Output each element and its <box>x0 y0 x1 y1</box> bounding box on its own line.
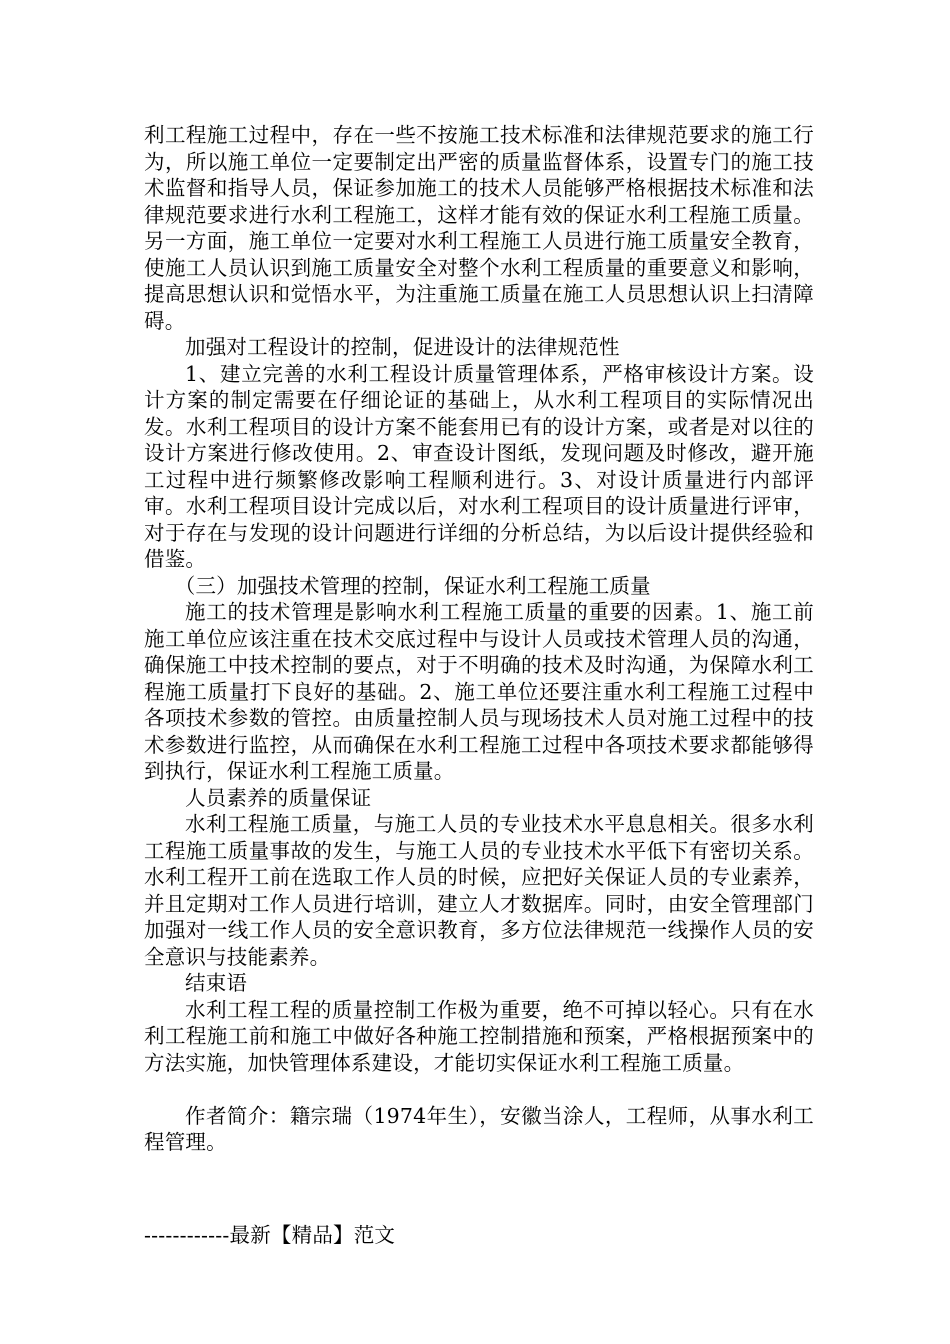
blank-line <box>144 1076 814 1103</box>
blank-space <box>144 1156 814 1222</box>
paragraph-conclusion: 水利工程工程的质量控制工作极为重要，绝不可掉以轻心。只有在水利工程施工前和施工中做好各种施工控制措施和预案，严格根据预案中的方法实施，加快管理体系建设，才能切实保证水利工程施工质量。 <box>144 997 814 1075</box>
paragraph-quality-supervision: 利工程施工过程中，存在一些不按施工技术标准和法律规范要求的施工行为，所以施工单位一定要制定出严密的质量监督体系，设置专门的施工技术监督和指导人员，保证参加施工的技术人员能够严格根据技术标准和法律规范要求进行水利工程施工，这样才能有效的保证水利工程施工质量。另一方面，施工单位一定要对水利工程施工人员进行施工质量安全教育，使施工人员认识到施工质量安全对整个水利工程质量的重要意义和影响，提高思想认识和觉悟水平，为注重施工质量在施工人员思想认识上扫清障碍。 <box>144 123 814 333</box>
paragraph-technical-management: 施工的技术管理是影响水利工程施工质量的重要的因素。1、施工前施工单位应该注重在技术交底过程中与设计人员或技术管理人员的沟通，确保施工中技术控制的要点，对于不明确的技术及时沟通，为保障水利工程施工质量打下良好的基础。2、施工单位还要注重水利工程施工过程中各项技术参数的管控。由质量控制人员与现场技术人员对施工过程中的技术参数进行监控，从而确保在水利工程施工过程中各项技术要求都能够得到执行，保证水利工程施工质量。 <box>144 600 814 783</box>
paragraph-personnel-quality: 水利工程施工质量，与施工人员的专业技术水平息息相关。很多水利工程施工质量事故的发生，与施工人员的专业技术水平低下有密切关系。水利工程开工前在选取工作人员的时候，应把好关保证人员的专业素养，并且定期对工作人员进行培训，建立人才数据库。同时，由安全管理部门加强对一线工作人员的安全意识教育，多方位法律规范一线操作人员的安全意识与技能素养。 <box>144 812 814 969</box>
footer-tagline: ------------最新【精品】范文 <box>144 1222 396 1247</box>
document-page <box>144 122 814 1248</box>
heading-technical-management: （三）加强技术管理的控制，保证水利工程施工质量 <box>174 573 651 598</box>
heading-personnel-quality: 人员素养的质量保证 <box>185 785 372 810</box>
heading-conclusion: 结束语 <box>185 971 248 995</box>
heading-design-control: 加强对工程设计的控制，促进设计的法律规范性 <box>185 335 620 359</box>
paragraph-design-control: 1、建立完善的水利工程设计质量管理体系，严格审核设计方案。设计方案的制定需要在仔细论证的基础上，从水利工程项目的实际情况出发。水利工程项目的设计方案不能套用已有的设计方案，或者是对以往的设计方案进行修改使用。2、审查设计图纸，发现问题及时修改，避开施工过程中进行频繁修改影响工程顺利进行。3、对设计质量进行内部评审。水利工程项目设计完成以后，对水利工程项目的设计质量进行评审，对于存在与发现的设计问题进行详细的分析总结，为以后设计提供经验和借鉴。 <box>144 361 814 571</box>
author-bio: 作者简介：籍宗瑞（1974年生），安徽当涂人，工程师，从事水利工程管理。 <box>144 1103 814 1154</box>
